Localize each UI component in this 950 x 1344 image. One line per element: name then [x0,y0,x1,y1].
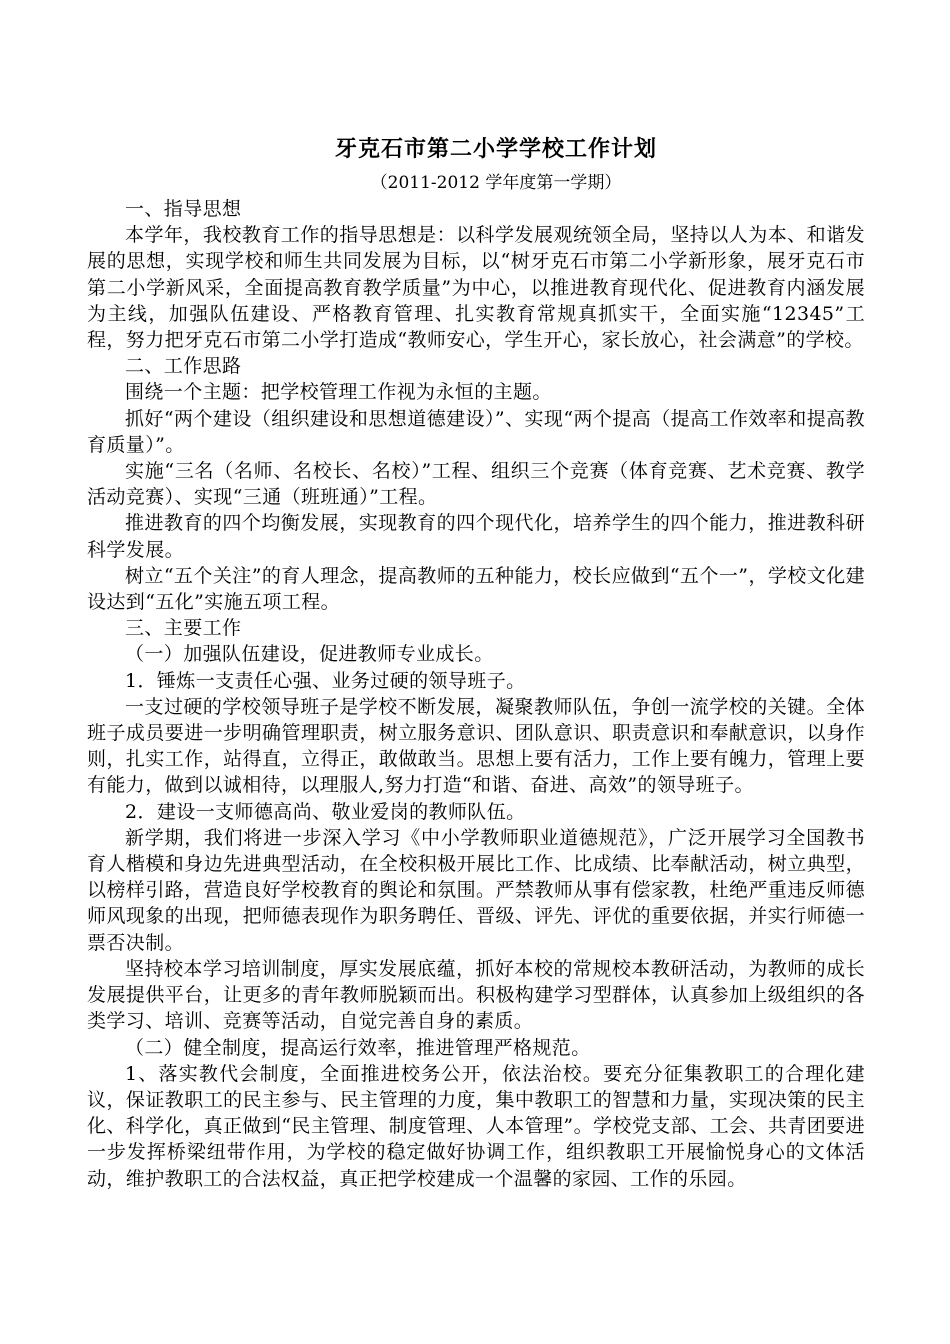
heading-guiding-ideology: 一、指导思想 [125,198,242,220]
paragraph: 本学年，我校教育工作的指导思想是：以科学发展观统领全局，坚持以人为本、和谐发展的思想，实现学校和师生共同发展为目标，以“树牙克石市第二小学新形象，展牙克石市第二小学新风采，全面提高教育教学质量”为中心，以推进教育现代化、促进教育内涵发展为主线，加强队伍建设、严格教育管理、扎实教育常规真抓实干，全面实施“12345”工程，努力把牙克石市第二小学打造成“教师安心，学生开心，家长放心，社会满意”的学校。 [87,224,865,352]
subheading: 1．锤炼一支责任心强、业务过硬的领导班子。 [125,669,526,692]
heading-work-approach: 二、工作思路 [125,355,242,378]
paragraph: 树立“五个关注”的育人理念，提高教师的五种能力，校长应做到“五个一”，学校文化建设达到“五化”实施五项工程。 [87,564,865,614]
document-title: 牙克石市第二小学学校工作计划 [334,136,657,162]
paragraph: 抓好“两个建设（组织建设和思想道德建设）”、实现“两个提高（提高工作效率和提高教育质量）”。 [87,407,865,456]
paragraph: 实施“三名（名师、名校长、名校）”工程、组织三个竞赛（体育竞赛、艺术竞赛、教学活动竞赛）、实现“三通（班班通）”工程。 [87,460,865,509]
heading-main-work: 三、主要工作 [125,617,242,640]
subheading: 2．建设一支师德高尚、敬业爱岗的教师队伍。 [125,800,526,823]
document-page [87,134,865,1192]
subheading: （二）健全制度，提高运行效率，推进管理严格规范。 [125,1036,591,1059]
paragraph: 推进教育的四个均衡发展，实现教育的四个现代化，培养学生的四个能力，推进教科研科学发展。 [87,512,865,561]
paragraph: 新学期，我们将进一步深入学习《中小学教师职业道德规范》，广泛开展学习全国教书育人楷模和身边先进典型活动，在全校积极开展比工作、比成绩、比奉献活动，树立典型，以榜样引路，营造良好学校教育的舆论和氛围。严禁教师从事有偿家教，杜绝严重违反师德师风现象的出现，把师德表现作为职务聘任、晋级、评先、评优的重要依据，并实行师德一票否决制。 [87,826,865,954]
paragraph: 一支过硬的学校领导班子是学校不断发展，凝聚教师队伍，争创一流学校的关键。全体班子成员要进一步明确管理职责，树立服务意识、团队意识、职责意识和奉献意识，以身作则，扎实工作，站得直，立得正，敢做敢当。思想上要有活力，工作上要有魄力，管理上要有能力，做到以诚相待，以理服人,努力打造“和谐、奋进、高效”的领导班子。 [87,695,865,797]
subheading: （一）加强队伍建设，促进教师专业成长。 [125,643,494,666]
document-subtitle: （2011-2012 学年度第一学期） [370,173,622,193]
paragraph: 坚持校本学习培训制度，厚实发展底蕴，抓好本校的常规校本教研活动，为教师的成长发展提供平台，让更多的青年教师脱颖而出。积极构建学习型群体，认真参加上级组织的各类学习、培训、竞赛等活动，自觉完善自身的素质。 [87,957,865,1033]
paragraph: 1、落实教代会制度，全面推进校务公开，依法治校。要充分征集教职工的合理化建议，保证教职工的民主参与、民主管理的力度，集中教职工的智慧和力量，实现决策的民主化、科学化，真正做到“民主管理、制度管理、人本管理”。学校党支部、工会、共青团要进一步发挥桥梁纽带作用，为学校的稳定做好协调工作，组织教职工开展愉悦身心的文体活动，维护教职工的合法权益，真正把学校建成一个温馨的家园、工作的乐园。 [87,1062,865,1190]
paragraph: 围绕一个主题：把学校管理工作视为永恒的主题。 [125,381,552,404]
